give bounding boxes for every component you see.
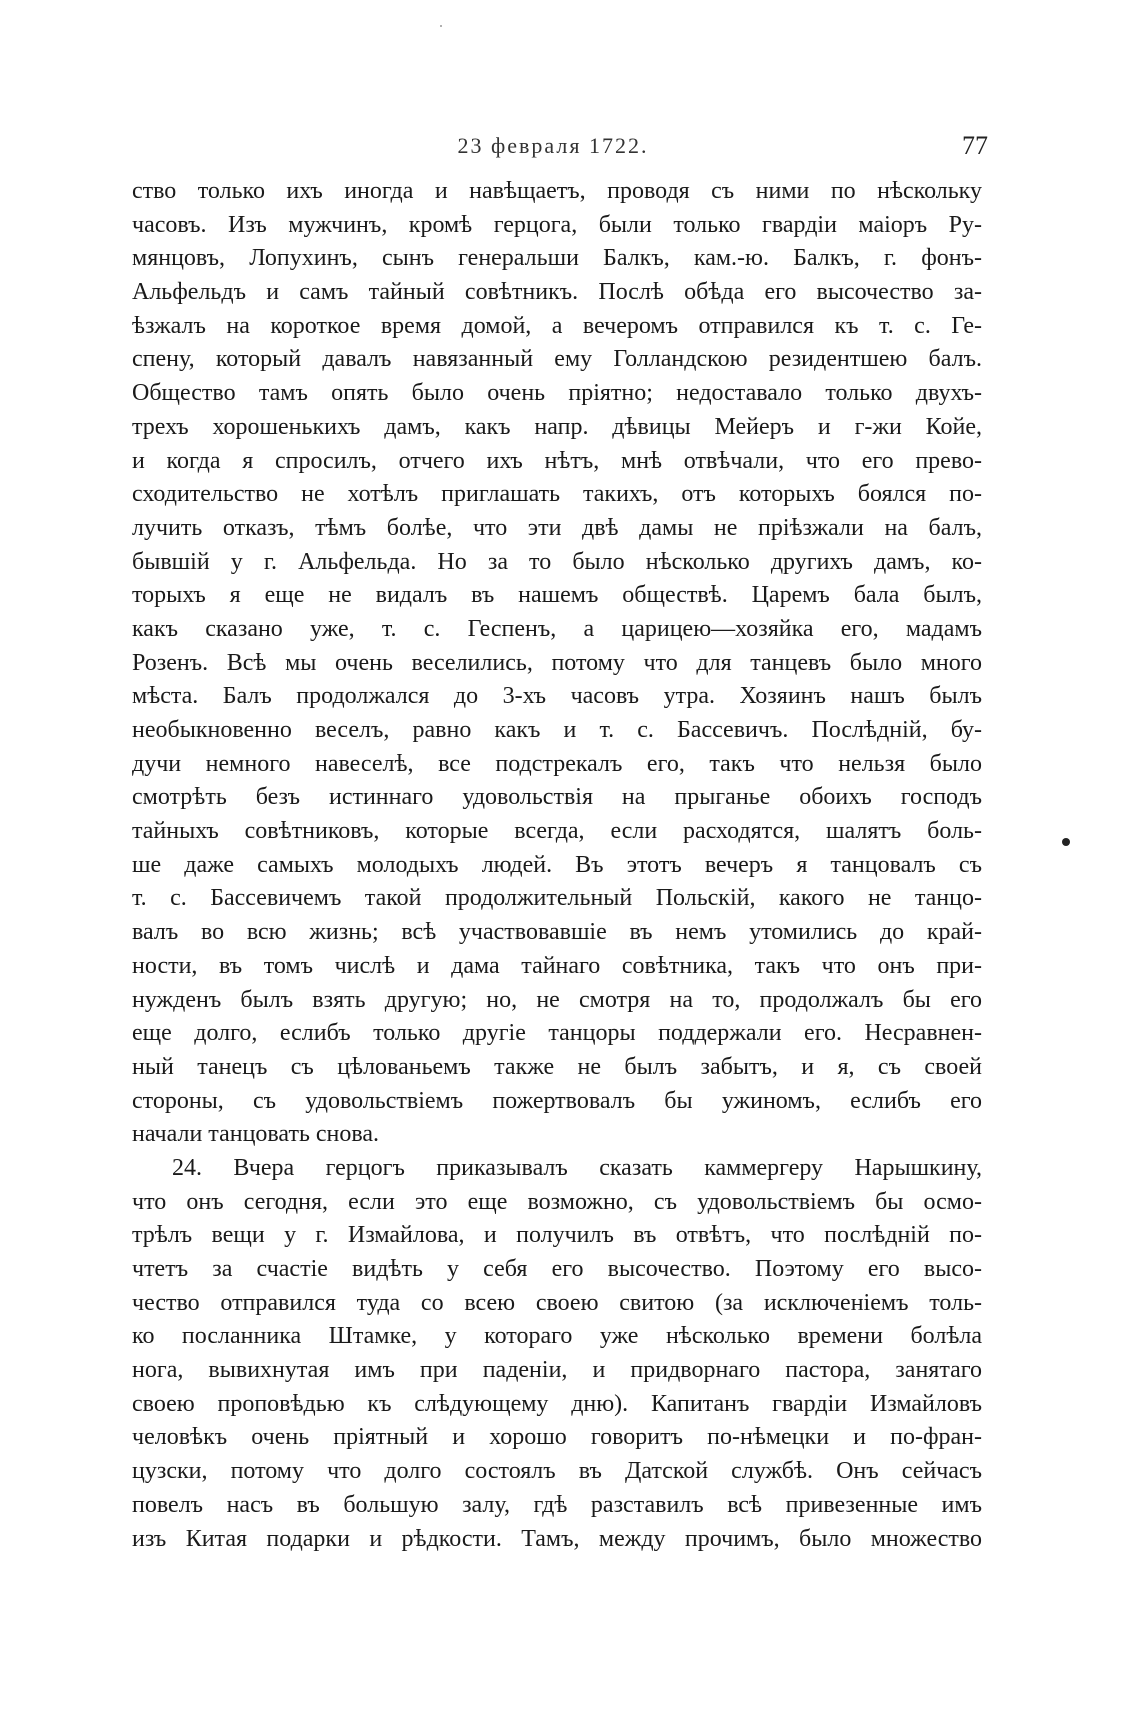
text-line: своею проповѣдью къ слѣдующему дню). Капитанъ гвардіи Измайловъ <box>132 1390 982 1417</box>
text-line: спену, который давалъ навязанный ему Голландскою резидентшею балъ. <box>132 346 982 373</box>
text-line: мянцовъ, Лопухинъ, сынъ генеральши Балкъ, кам.-ю. Балкъ, г. фонъ- <box>132 245 982 272</box>
text-line: ко посланника Штамке, у котораго уже нѣсколько времени болѣла <box>132 1323 982 1350</box>
text-line: необыкновенно веселъ, равно какъ и т. с. Бассевичъ. Послѣдній, бу- <box>132 717 982 743</box>
text-line: валъ во всю жизнь; всѣ участвовавшіе въ немъ утомились до край- <box>132 919 982 946</box>
text-line: изъ Китая подарки и рѣдкости. Тамъ, между прочимъ, было множество <box>132 1525 982 1552</box>
text-line: Розенъ. Всѣ мы очень веселились, потому что для танцевъ было много <box>132 649 982 676</box>
text-line: повелъ насъ въ большую залу, гдѣ разставилъ всѣ привезенные имъ <box>132 1491 982 1518</box>
text-line: лучить отказъ, тѣмъ болѣе, что эти двѣ дамы не пріѣзжали на балъ, <box>132 514 982 541</box>
text-line: мѣста. Балъ продолжался до 3-хъ часовъ утра. Хозяинъ нашъ былъ <box>132 683 982 710</box>
text-line: что онъ сегодня, если это еще возможно, съ удовольствіемъ бы осмо- <box>132 1188 982 1215</box>
text-line: еще долго, еслибъ только другіе танцоры поддержали его. Несравнен- <box>132 1020 982 1047</box>
text-line: тайныхъ совѣтниковъ, которые всегда, если расходятся, шалятъ боль- <box>132 818 982 845</box>
text-line: чество отправился туда со всею своею свитою (за исключеніемъ толь- <box>132 1289 982 1316</box>
text-line: трѣлъ вещи у г. Измайлова, и получилъ въ отвѣтъ, что послѣдній по- <box>132 1222 982 1249</box>
text-line: трехъ хорошенькихъ дамъ, какъ напр. дѣвицы Мейеръ и г-жи Койе, <box>132 413 982 440</box>
text-line: ство только ихъ иногда и навѣщаетъ, проводя съ ними по нѣскольку <box>132 178 982 204</box>
text-line: т. с. Бассевичемъ такой продолжительный Польскій, какого не танцо- <box>132 885 982 912</box>
paragraph-end-line: начали танцовать снова. <box>132 1121 380 1148</box>
text-line: ше даже самыхъ молодыхъ людей. Въ этотъ вечеръ я танцовалъ съ <box>132 851 982 878</box>
text-line: ный танецъ съ цѣлованьемъ также не былъ забытъ, и я, съ своей <box>132 1053 982 1080</box>
text-line: нужденъ былъ взять другую; но, не смотря на то, продолжалъ бы его <box>132 986 982 1013</box>
margin-dot-mark <box>1062 838 1070 846</box>
page-header <box>118 126 988 166</box>
text-line: бывшій у г. Альфельда. Но за то было нѣсколько другихъ дамъ, ко- <box>132 548 982 575</box>
text-line: цузски, потому что долго состоялъ въ Датской службѣ. Онъ сейчасъ <box>132 1458 982 1485</box>
text-line: какъ сказано уже, т. с. Геспенъ, а царицею—хозяйка его, мадамъ <box>132 615 982 642</box>
text-line: Альфельдъ и самъ тайный совѣтникъ. Послѣ обѣда его высочество за- <box>132 279 982 306</box>
text-line: ѣзжалъ на короткое время домой, а вечеромъ отправился къ т. с. Ге- <box>132 312 982 339</box>
text-line: сходительство не хотѣлъ приглашать такихъ, отъ которыхъ боялся по- <box>132 481 982 508</box>
text-line: чтетъ за счастіе видѣть у себя его высочество. Поэтому его высо- <box>132 1256 982 1282</box>
text-line: торыхъ я еще не видалъ въ нашемъ обществѣ. Царемъ бала былъ, <box>132 582 982 609</box>
paragraph-start-line: 24. Вчера герцогъ приказывалъ сказать каммергеру Нарышкину, <box>172 1154 982 1181</box>
text-line: человѣкъ очень пріятный и хорошо говоритъ по-нѣмецки и по-фран- <box>132 1424 982 1451</box>
page-number: 77 <box>962 131 988 160</box>
text-line: ности, въ томъ числѣ и дама тайнаго совѣтника, такъ что онъ при- <box>132 952 982 979</box>
text-line: нога, вывихнутая имъ при паденіи, и придворнаго пастора, занятаго <box>132 1357 982 1384</box>
text-line: стороны, съ удовольствіемъ пожертвовалъ бы ужиномъ, еслибъ его <box>132 1087 982 1114</box>
text-line: дучи немного навеселѣ, все подстрекалъ его, такъ что нельзя было <box>132 750 982 777</box>
paper-speck <box>440 25 442 27</box>
text-line: смотрѣть безъ истиннаго удовольствія на прыганье обоихъ господъ <box>132 784 982 811</box>
body-text <box>132 175 982 1556</box>
text-line: Общество тамъ опять было очень пріятно; недоставало только двухъ- <box>132 380 982 407</box>
running-head: 23 февраля 1722. <box>457 133 649 158</box>
text-line: часовъ. Изъ мужчинъ, кромѣ герцога, были только гвардіи маіоръ Ру- <box>132 211 982 238</box>
text-line: и когда я спросилъ, отчего ихъ нѣтъ, мнѣ отвѣчали, что его прево- <box>132 447 982 474</box>
